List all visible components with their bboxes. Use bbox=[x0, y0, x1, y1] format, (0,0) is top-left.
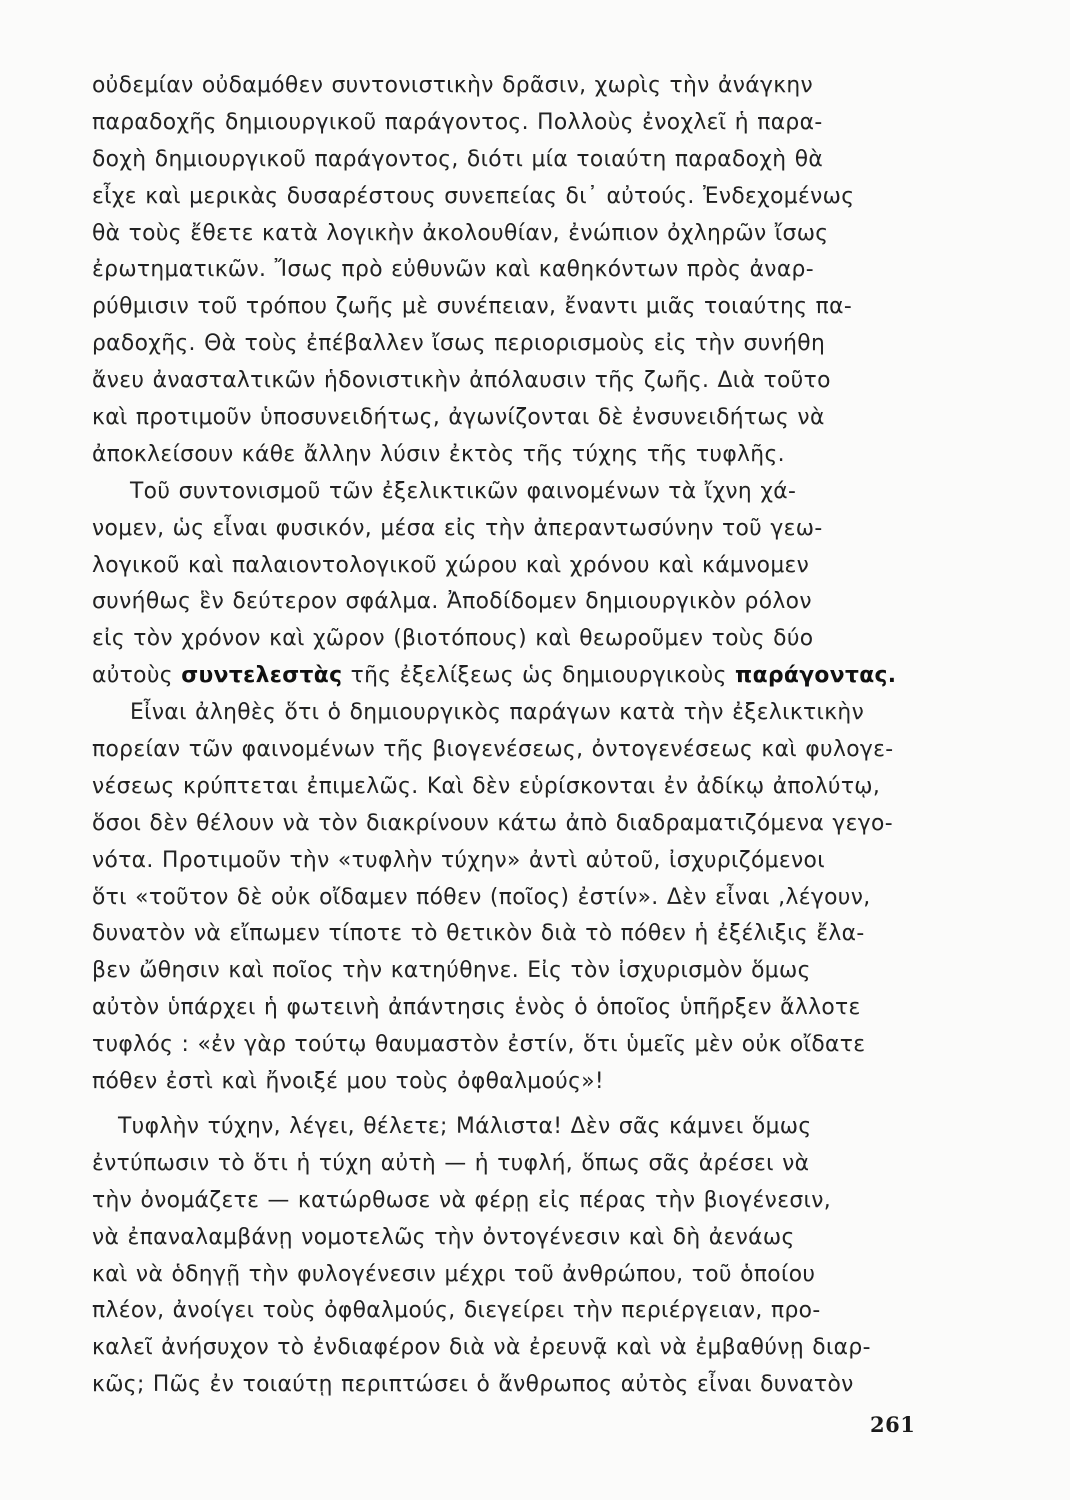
text-line: καλεῖ ἀνήσυχον τὸ ἐνδιαφέρον διὰ νὰ ἐρευνᾷ καὶ νὰ ἐμβαθύνῃ διαρ- bbox=[92, 1335, 871, 1361]
text-line: παραδοχῆς δημιουργικοῦ παράγοντος. Πολλοὺς ἐνοχλεῖ ἡ παρα- bbox=[92, 109, 823, 135]
text-line bbox=[92, 658, 930, 695]
text-line: ἀποκλείσουν κάθε ἄλλην λύσιν ἐκτὸς τῆς τύχης τῆς τυφλῆς. bbox=[92, 441, 785, 467]
text-line: τὴν ὀνομάζετε — κατώρθωσε νὰ φέρῃ εἰς πέρας τὴν βιογένεσιν, bbox=[92, 1187, 832, 1213]
text-line: θὰ τοὺς ἔθετε κατὰ λογικὴν ἀκολουθίαν, ἐνώπιον ὀχληρῶν ἴσως bbox=[92, 220, 829, 246]
text-line: πορείαν τῶν φαινομένων τῆς βιογενέσεως, ὀντογενέσεως καὶ φυλογε- bbox=[92, 737, 894, 763]
text-line: νὰ ἐπαναλαμβάνῃ νομοτελῶς τὴν ὀντογένεσιν καὶ δὴ ἀενάως bbox=[92, 1224, 795, 1250]
text-line: εἶχε καὶ μερικὰς δυσαρέστους συνεπείας δι᾽ αὐτούς. Ἐνδεχομένως bbox=[92, 183, 855, 209]
text-line: νότα. Προτιμοῦν τὴν «τυφλὴν τύχην» ἀντὶ αὐτοῦ, ἰσχυριζόμενοι bbox=[92, 847, 825, 873]
text-line: ρύθμισιν τοῦ τρόπου ζωῆς μὲ συνέπειαν, ἔναντι μιᾶς τοιαύτης πα- bbox=[92, 294, 853, 320]
text-line: λογικοῦ καὶ παλαιοντολογικοῦ χώρου καὶ χρόνου καὶ κάμνομεν bbox=[92, 552, 810, 578]
paragraph-start-line: Εἶναι ἀληθὲς ὅτι ὁ δημιουργικὸς παράγων κατὰ τὴν ἐξελικτικὴν bbox=[130, 700, 865, 726]
text-line: τυφλός : «ἐν γὰρ τούτῳ θαυμαστὸν ἐστίν, ὅτι ὑμεῖς μὲν οὐκ οἴδατε bbox=[92, 1032, 866, 1058]
text-line: ἐντύπωσιν τὸ ὅτι ἡ τύχη αὐτὴ — ἡ τυφλή, ὅπως σᾶς ἀρέσει νὰ bbox=[92, 1150, 810, 1176]
text-line: νομεν, ὡς εἶναι φυσικόν, μέσα εἰς τὴν ἀπεραντωσύνην τοῦ γεω- bbox=[92, 515, 823, 541]
text-line: οὐδεμίαν οὐδαμόθεν συντονιστικὴν δρᾶσιν, χωρὶς τὴν ἀνάγκην bbox=[92, 73, 814, 98]
text-line: ἄνευ ἀνασταλτικῶν ἡδονιστικὴν ἀπόλαυσιν τῆς ζωῆς. Διὰ τοῦτο bbox=[92, 368, 831, 394]
emphasized-term: συντελεστὰς bbox=[181, 663, 343, 689]
text-line: κῶς; Πῶς ἐν τοιαύτῃ περιπτώσει ὁ ἄνθρωπος αὐτὸς εἶναι δυνατὸν bbox=[92, 1372, 854, 1398]
text-line: καὶ προτιμοῦν ὑποσυνειδήτως, ἀγωνίζονται δὲ ἐνσυνειδήτως νὰ bbox=[92, 405, 825, 431]
text-line: καὶ νὰ ὁδηγῇ τὴν φυλογένεσιν μέχρι τοῦ ἀνθρώπου, τοῦ ὁποίου bbox=[92, 1261, 816, 1287]
text-line: νέσεως κρύπτεται ἐπιμελῶς. Καὶ δὲν εὑρίσκονται ἐν ἀδίκῳ ἀπολύτῳ, bbox=[92, 773, 881, 799]
text-segment: αὐτοὺς bbox=[92, 663, 173, 689]
text-body bbox=[92, 68, 930, 1404]
text-line: συνήθως ἓν δεύτερον σφάλμα. Ἀποδίδομεν δημιουργικὸν ρόλον bbox=[92, 589, 812, 615]
text-line: δυνατὸν νὰ εἴπωμεν τίποτε τὸ θετικὸν διὰ τὸ πόθεν ἡ ἐξέλιξις ἔλα- bbox=[92, 921, 865, 947]
text-segment: τῆς ἐξελίξεως ὡς δημιουργικοὺς bbox=[350, 663, 727, 689]
paragraph-start-line: Τοῦ συντονισμοῦ τῶν ἐξελικτικῶν φαινομένων τὰ ἴχνη χά- bbox=[130, 478, 797, 504]
text-line: ραδοχῆς. Θὰ τοὺς ἐπέβαλλεν ἴσως περιορισμοὺς εἰς τὴν συνήθη bbox=[92, 331, 826, 357]
text-line: βεν ὤθησιν καὶ ποῖος τὴν κατηύθηνε. Εἰς τὸν ἰσχυρισμὸν ὅμως bbox=[92, 958, 811, 984]
text-line: δοχὴ δημιουργικοῦ παράγοντος, διότι μία τοιαύτη παραδοχὴ θὰ bbox=[92, 146, 824, 172]
text-line: πόθεν ἐστὶ καὶ ἤνοιξέ μου τοὺς ὀφθαλμούς»! bbox=[92, 1069, 605, 1095]
text-line: εἰς τὸν χρόνον καὶ χῶρον (βιοτόπους) καὶ θεωροῦμεν τοὺς δύο bbox=[92, 626, 814, 652]
emphasized-term: παράγοντας. bbox=[735, 663, 897, 689]
text-line: πλέον, ἀνοίγει τοὺς ὀφθαλμούς, διεγείρει τὴν περιέργειαν, προ- bbox=[92, 1298, 821, 1324]
page-number: 261 bbox=[870, 1412, 916, 1437]
text-line: αὐτὸν ὑπάρχει ἡ φωτεινὴ ἀπάντησις ἑνὸς ὁ ὁποῖος ὑπῆρξεν ἄλλοτε bbox=[92, 995, 861, 1021]
paragraph-start-line: Τυφλὴν τύχην, λέγει, θέλετε; Μάλιστα! Δὲν σᾶς κάμνει ὅμως bbox=[118, 1113, 812, 1139]
text-line: ὅτι «τοῦτον δὲ οὐκ οἴδαμεν πόθεν (ποῖος) ἐστίν». Δὲν εἶναι ,λέγουν, bbox=[92, 884, 871, 910]
text-line: ἐρωτηματικῶν. Ἴσως πρὸ εὐθυνῶν καὶ καθηκόντων πρὸς ἀναρ- bbox=[92, 257, 814, 283]
paragraph-gap bbox=[92, 1101, 930, 1109]
text-line: ὅσοι δὲν θέλουν νὰ τὸν διακρίνουν κάτω ἀπὸ διαδραματιζόμενα γεγο- bbox=[92, 810, 893, 836]
